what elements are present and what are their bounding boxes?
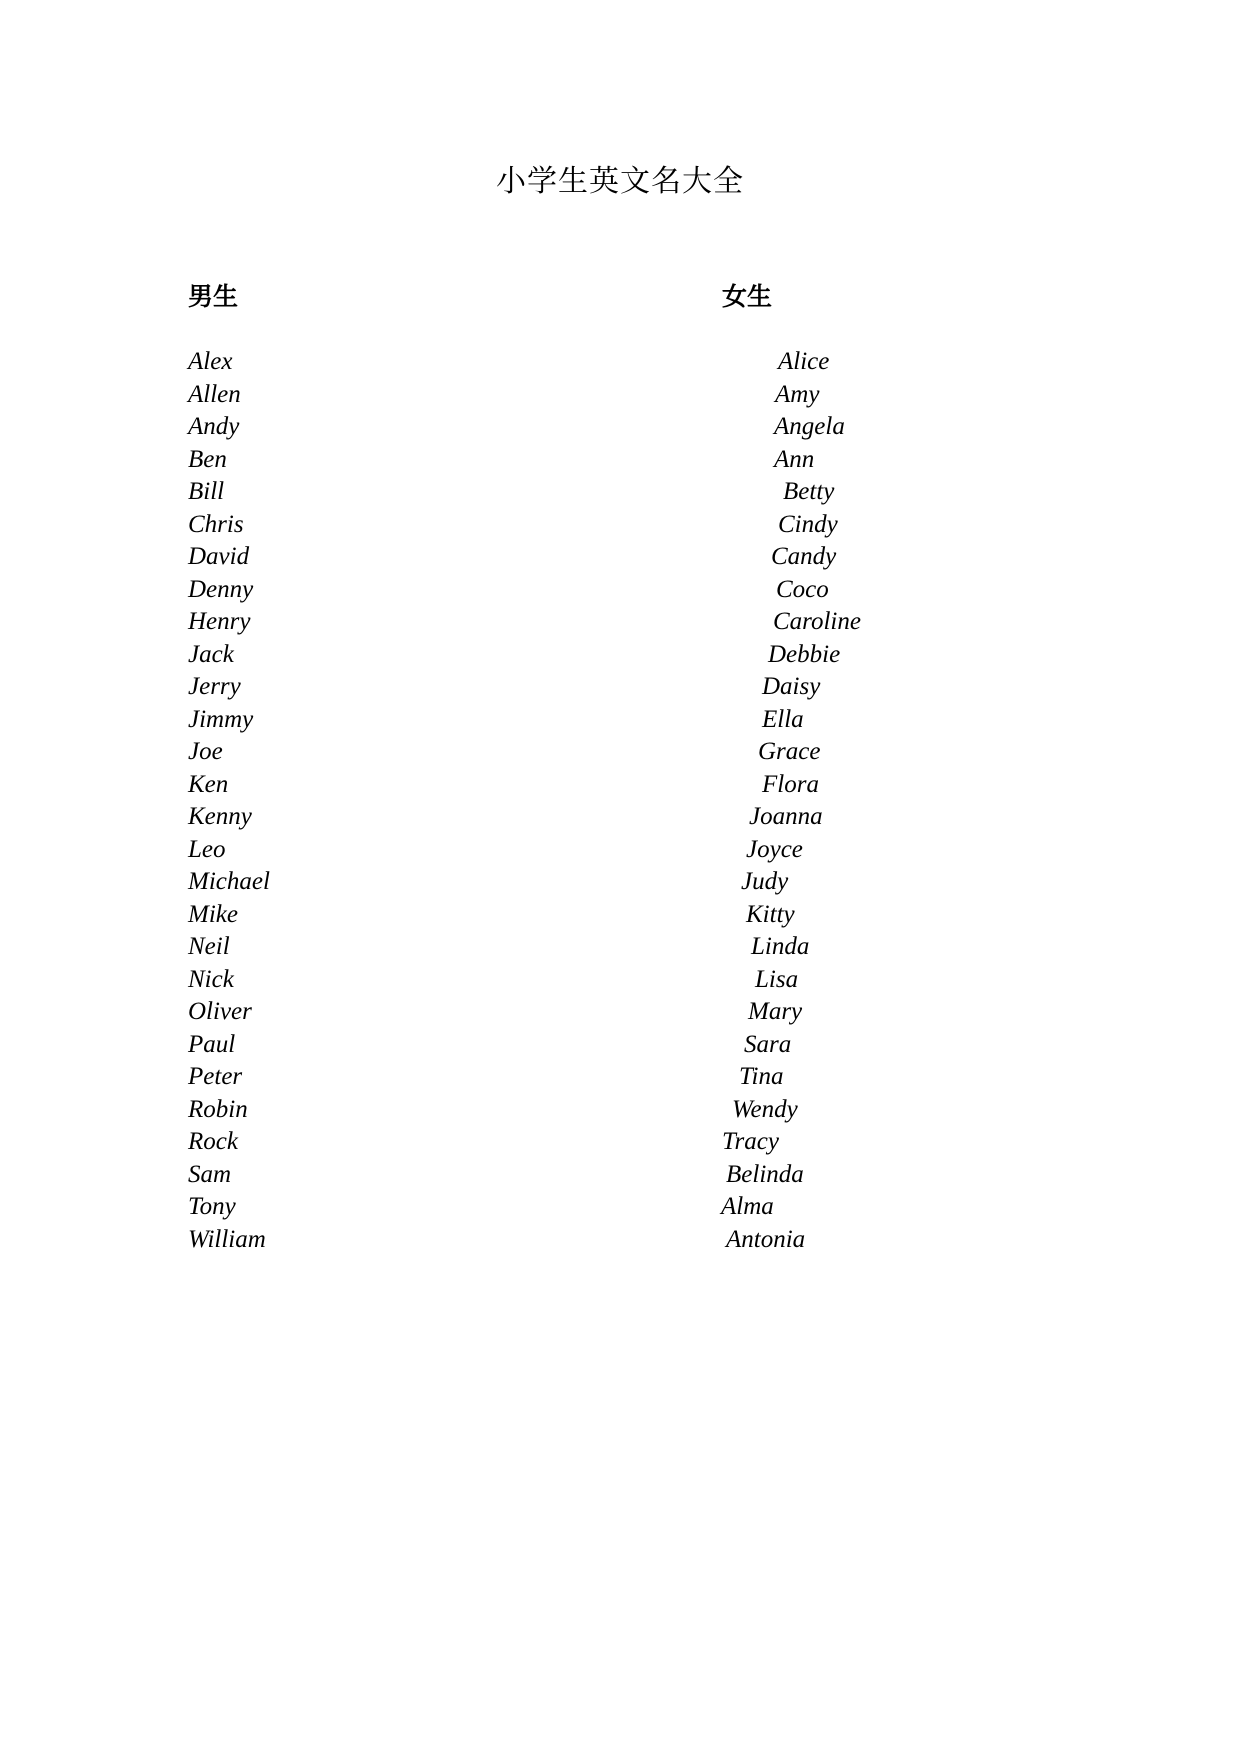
boy-name-item: Allen xyxy=(188,380,241,408)
girl-name-item xyxy=(0,509,1240,542)
boy-name-item: Bill xyxy=(188,478,225,505)
girl-name-text: Grace xyxy=(758,738,821,765)
girl-name-item xyxy=(0,411,1240,444)
girl-name-item xyxy=(0,1224,1240,1257)
girl-name-item xyxy=(0,1061,1240,1094)
girl-name-text: Mary xyxy=(748,998,803,1025)
boy-name-item: Michael xyxy=(188,868,270,895)
girl-name-text: Amy xyxy=(775,380,820,408)
boy-name-item: Chris xyxy=(188,510,244,538)
boy-name-item: Robin xyxy=(188,1095,248,1123)
boy-name-item: Joe xyxy=(188,738,223,765)
girl-name-text: Ella xyxy=(762,705,804,733)
girl-name-item xyxy=(0,606,1240,639)
girl-name-item xyxy=(0,476,1240,509)
boy-name-item: Andy xyxy=(188,413,240,440)
girl-name-item xyxy=(0,671,1240,704)
boy-name-item: Nick xyxy=(188,965,234,993)
girl-name-text: Alma xyxy=(721,1193,774,1220)
boy-name-item: William xyxy=(188,1225,266,1253)
girl-name-text: Tracy xyxy=(722,1128,779,1155)
girl-name-text: Flora xyxy=(762,770,819,798)
girl-name-item xyxy=(0,704,1240,737)
girl-name-item xyxy=(0,769,1240,802)
girl-name-text: Wendy xyxy=(732,1095,798,1123)
girl-name-item xyxy=(0,1094,1240,1127)
girl-name-item xyxy=(0,379,1240,412)
girl-name-text: Tina xyxy=(739,1063,784,1090)
girl-name-text: Debbie xyxy=(768,640,841,668)
boy-name-item: Kenny xyxy=(188,803,252,830)
girl-name-item xyxy=(0,1159,1240,1192)
girls-heading: 女生 xyxy=(722,282,773,311)
girl-name-text: Coco xyxy=(776,575,829,603)
boy-name-item: Neil xyxy=(188,933,230,960)
boy-name-item: Henry xyxy=(188,608,251,635)
boy-name-item: Alex xyxy=(188,348,233,375)
boy-name-item: Oliver xyxy=(188,998,252,1025)
girl-name-item xyxy=(0,899,1240,932)
girl-name-text: Angela xyxy=(774,413,845,440)
page-title: 小学生英文名大全 xyxy=(496,164,744,199)
girl-name-item xyxy=(0,1029,1240,1062)
girl-name-item xyxy=(0,964,1240,997)
girl-name-item xyxy=(0,541,1240,574)
girl-name-text: Daisy xyxy=(762,673,821,700)
boy-name-item: Peter xyxy=(188,1063,243,1090)
boy-name-item: Denny xyxy=(188,575,254,603)
boy-name-item: Tony xyxy=(188,1193,236,1220)
girl-name-text: Betty xyxy=(783,478,835,505)
girl-name-item xyxy=(0,1126,1240,1159)
girl-name-item xyxy=(0,346,1240,379)
girl-name-item xyxy=(0,639,1240,672)
boy-name-item: Jimmy xyxy=(188,705,254,733)
boy-name-item: Ken xyxy=(188,770,229,798)
boy-name-item: Ben xyxy=(188,445,227,473)
girl-name-text: Joanna xyxy=(749,803,823,830)
boy-name-item: Mike xyxy=(188,900,238,928)
boys-heading: 男生 xyxy=(188,282,239,311)
girl-name-text: Linda xyxy=(751,933,810,960)
girl-name-text: Belinda xyxy=(726,1160,804,1188)
girl-name-text: Cindy xyxy=(778,510,838,538)
girl-name-text: Kitty xyxy=(746,900,795,928)
boy-name-item: Jack xyxy=(188,640,234,668)
girl-name-item xyxy=(0,996,1240,1029)
boy-name-item: Jerry xyxy=(188,673,241,700)
girl-name-text: Candy xyxy=(771,543,837,570)
boy-name-item: David xyxy=(188,543,250,570)
girl-name-text: Sara xyxy=(744,1030,792,1058)
boy-name-item: Leo xyxy=(188,835,226,863)
boy-name-item: Sam xyxy=(188,1160,232,1188)
girl-name-text: Alice xyxy=(778,348,830,375)
girl-name-text: Antonia xyxy=(726,1225,806,1253)
girl-name-item xyxy=(0,801,1240,834)
girl-name-item xyxy=(0,931,1240,964)
girl-name-item xyxy=(0,574,1240,607)
girl-name-item xyxy=(0,444,1240,477)
girl-name-item xyxy=(0,736,1240,769)
girl-name-text: Joyce xyxy=(746,835,803,863)
girl-name-item xyxy=(0,834,1240,867)
girl-name-text: Lisa xyxy=(755,965,799,993)
girls-name-list xyxy=(0,346,1240,1256)
girl-name-text: Judy xyxy=(741,868,789,895)
girl-name-item xyxy=(0,866,1240,899)
boy-name-item: Rock xyxy=(188,1128,238,1155)
girl-name-text: Ann xyxy=(774,445,815,473)
girl-name-item xyxy=(0,1191,1240,1224)
girl-name-text: Caroline xyxy=(773,608,861,635)
boy-name-item: Paul xyxy=(188,1030,236,1058)
